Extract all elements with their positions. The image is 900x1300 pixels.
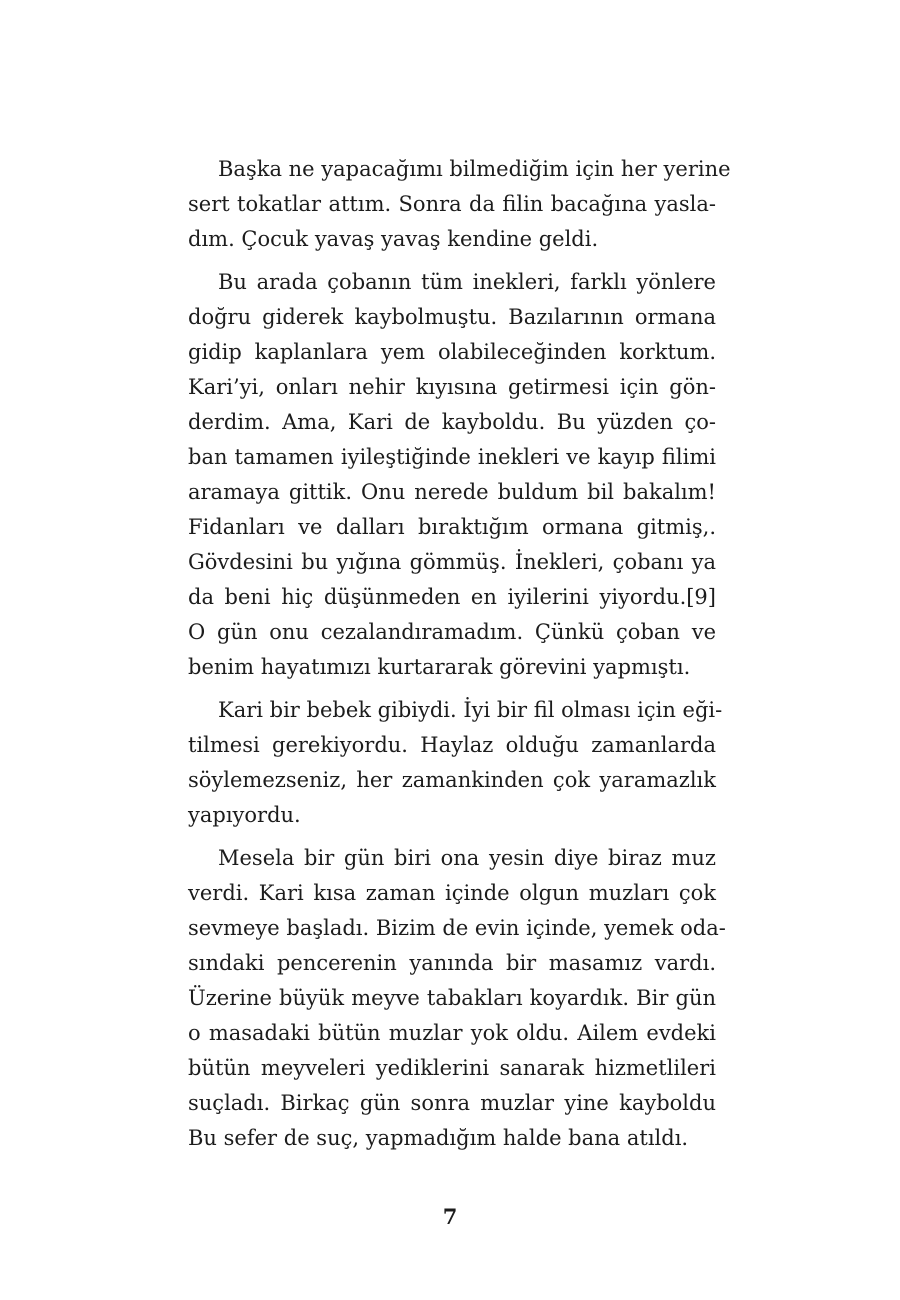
text-line: doğru giderek kaybolmuştu. Bazılarının ormana <box>188 305 716 329</box>
text-line: Bu sefer de suç, yapmadığım halde bana atıldı. <box>188 1126 689 1150</box>
text-line: sevmeye başladı. Bizim de evin içinde, yemek oda- <box>188 916 726 940</box>
text-line: verdi. Kari kısa zaman içinde olgun muzları çok <box>188 881 716 905</box>
text-line: tilmesi gerekiyordu. Haylaz olduğu zamanlarda <box>188 733 716 757</box>
text-line: Fidanları ve dalları bıraktığım ormana gitmiş,. <box>188 515 716 539</box>
text-line: bütün meyveleri yediklerini sanarak hizmetlileri <box>188 1056 716 1080</box>
text-line: O gün onu cezalandıramadım. Çünkü çoban ve <box>188 620 716 644</box>
text-line: da beni hiç düşünmeden en iyilerini yiyordu.[9] <box>188 585 716 609</box>
text-line: söylemezseniz, her zamankinden çok yaramazlık <box>188 768 716 792</box>
text-line: gidip kaplanlara yem olabileceğinden korktum. <box>188 340 716 364</box>
body-text <box>188 152 731 1164</box>
text-line: yapıyordu. <box>188 803 301 827</box>
paragraph <box>188 265 716 685</box>
text-line: sındaki pencerenin yanında bir masamız vardı. <box>188 951 716 975</box>
text-line: ban tamamen iyileştiğinde inekleri ve kayıp filimi <box>188 445 716 469</box>
text-line: benim hayatımızı kurtararak görevini yapmıştı. <box>188 655 691 679</box>
text-line: dım. Çocuk yavaş yavaş kendine geldi. <box>188 227 599 251</box>
paragraph <box>188 152 731 257</box>
text-line: Mesela bir gün biri ona yesin diye biraz muz <box>218 846 716 870</box>
text-line: Kari bir bebek gibiydi. İyi bir fil olması için eği- <box>218 698 723 722</box>
text-line: Bu arada çobanın tüm inekleri, farklı yönlere <box>218 270 716 294</box>
text-line: Üzerine büyük meyve tabakları koyardık. Bir gün <box>188 986 716 1010</box>
text-line: o masadaki bütün muzlar yok oldu. Ailem evdeki <box>188 1021 716 1045</box>
text-line: suçladı. Birkaç gün sonra muzlar yine kayboldu <box>188 1091 716 1115</box>
paragraph <box>188 841 726 1156</box>
paragraph <box>188 693 723 833</box>
page-number: 7 <box>442 1204 458 1229</box>
text-line: aramaya gittik. Onu nerede buldum bil bakalım! <box>188 480 716 504</box>
text-line: Gövdesini bu yığına gömmüş. İnekleri, çobanı ya <box>188 550 716 574</box>
text-line: derdim. Ama, Kari de kayboldu. Bu yüzden ço- <box>188 410 716 434</box>
text-line: sert tokatlar attım. Sonra da filin bacağına yasla- <box>188 192 716 216</box>
text-line: Başka ne yapacağımı bilmediğim için her yerine <box>218 157 731 181</box>
text-line: Kari’yi, onları nehir kıyısına getirmesi için gön- <box>188 375 716 399</box>
